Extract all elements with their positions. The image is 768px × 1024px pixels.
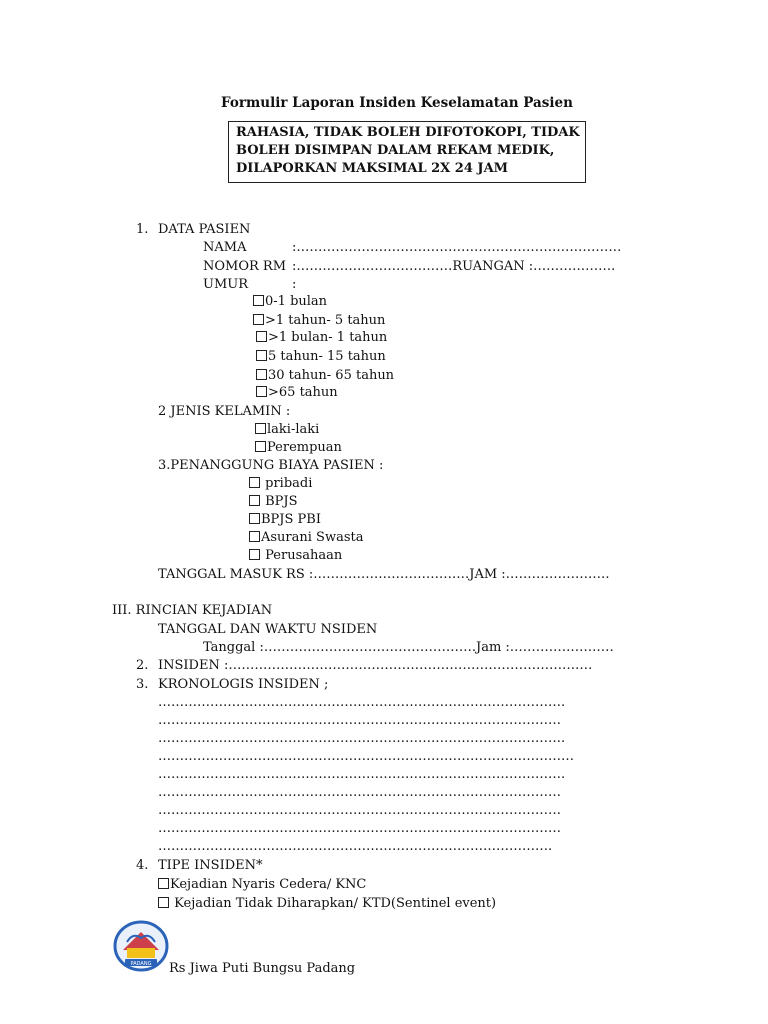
form-title: Formulir Laporan Insiden Keselamatan Pasien [221, 95, 573, 111]
checkbox-icon[interactable] [255, 423, 266, 434]
kronologis-line[interactable]: ………………………………………………………………………………. [158, 839, 553, 854]
tipe-insiden-number: 4. [136, 858, 149, 873]
hospital-logo-icon [113, 920, 169, 972]
nama-field[interactable]: :………………………………………………………………… [292, 240, 622, 255]
kronologis-line[interactable]: ………………………………………………………………………………… [158, 785, 561, 800]
biaya-option-perusahaan[interactable]: Perusahaan [249, 547, 342, 565]
confidential-notice-box [228, 121, 586, 183]
checkbox-icon[interactable] [253, 314, 264, 325]
umur-option-1bulan-1tahun[interactable]: >1 bulan- 1 tahun [256, 329, 387, 347]
insiden-field[interactable]: INSIDEN :………………………………………………………………………… [158, 658, 593, 673]
checkbox-icon[interactable] [255, 441, 266, 452]
checkbox-icon[interactable] [158, 878, 169, 889]
jenis-kelamin-heading: 2 JENIS KELAMIN : [158, 404, 291, 419]
nama-label: NAMA [203, 240, 247, 255]
kronologis-line[interactable]: …………………………………………………………………………………. [158, 731, 566, 746]
hospital-name: Rs Jiwa Puti Bungsu Padang [169, 961, 356, 976]
checkbox-icon[interactable] [249, 477, 260, 488]
biaya-option-bpjs[interactable]: BPJS [249, 493, 298, 511]
umur-option-0-1-bulan[interactable]: 0-1 bulan [253, 293, 327, 311]
gender-option-laki-laki[interactable]: laki-laki [255, 421, 319, 439]
checkbox-icon[interactable] [249, 531, 260, 542]
tanggal-waktu-insiden-label: TANGGAL DAN WAKTU NSIDEN [158, 622, 378, 637]
checkbox-icon[interactable] [249, 495, 260, 506]
checkbox-icon[interactable] [253, 295, 264, 306]
umur-option-1-5-tahun[interactable]: >1 tahun- 5 tahun [253, 312, 385, 330]
kronologis-line[interactable]: …………………………………………………………………………………. [158, 695, 566, 710]
checkbox-icon[interactable] [256, 369, 267, 380]
checkbox-icon[interactable] [256, 386, 267, 397]
notice-line-3: DILAPORKAN MAKSIMAL 2X 24 JAM [236, 161, 509, 176]
umur-option-65-tahun[interactable]: >65 tahun [256, 384, 338, 402]
umur-option-5-15-tahun[interactable]: 5 tahun- 15 tahun [256, 348, 386, 366]
checkbox-icon[interactable] [256, 350, 267, 361]
insiden-number: 2. [136, 658, 149, 673]
nomor-rm-label: NOMOR RM [203, 259, 287, 274]
section-1-heading: DATA PASIEN [158, 222, 251, 237]
umur-option-30-65-tahun[interactable]: 30 tahun- 65 tahun [256, 367, 394, 385]
checkbox-icon[interactable] [249, 513, 260, 524]
kronologis-line[interactable]: ………………………………………………………………………………… [158, 803, 561, 818]
notice-line-1: RAHASIA, TIDAK BOLEH DIFOTOKOPI, TIDAK [236, 125, 580, 140]
tipe-insiden-heading: TIPE INSIDEN* [158, 858, 263, 873]
umur-label: UMUR [203, 277, 249, 292]
checkbox-icon[interactable] [249, 549, 260, 560]
biaya-option-pribadi[interactable]: pribadi [249, 475, 312, 493]
kronologis-line[interactable]: ………………………………………………………………………………… [158, 713, 561, 728]
nomor-rm-ruangan-field[interactable]: :………………………………RUANGAN :………………. [292, 259, 616, 274]
logo-text: PADANG [130, 960, 152, 967]
umur-colon: : [292, 277, 297, 292]
biaya-option-bpjs-pbi[interactable]: BPJS PBI [249, 511, 321, 529]
kronologis-line[interactable]: …………………………………………………………………………………. [158, 767, 566, 782]
checkbox-icon[interactable] [158, 897, 169, 908]
kronologis-heading: KRONOLOGIS INSIDEN ; [158, 677, 329, 692]
notice-line-2: BOLEH DISIMPAN DALAM REKAM MEDIK, [236, 143, 555, 158]
section-1-number: 1. [136, 222, 149, 237]
gender-option-perempuan[interactable]: Perempuan [255, 439, 342, 457]
kronologis-line[interactable]: ………………………………………………………………………………… [158, 821, 561, 836]
biaya-option-asuransi-swasta[interactable]: Asurani Swasta [249, 529, 364, 547]
tanggal-jam-field[interactable]: Tanggal :………………………………………….Jam :…………………… [203, 640, 614, 655]
rincian-kejadian-heading: III. RINCIAN KEJADIAN [112, 603, 273, 618]
kronologis-number: 3. [136, 677, 149, 692]
tanggal-masuk-field[interactable]: TANGGAL MASUK RS :………………………………JAM :…………………… [158, 567, 610, 582]
checkbox-icon[interactable] [256, 331, 267, 342]
penanggung-biaya-heading: 3.PENANGGUNG BIAYA PASIEN : [158, 458, 384, 473]
tipe-option-ktd[interactable]: Kejadian Tidak Diharapkan/ KTD(Sentinel event) [158, 895, 496, 913]
kronologis-line[interactable]: …………………………………………………………………………………… [158, 749, 574, 764]
tipe-option-knc[interactable]: Kejadian Nyaris Cedera/ KNC [158, 876, 366, 894]
